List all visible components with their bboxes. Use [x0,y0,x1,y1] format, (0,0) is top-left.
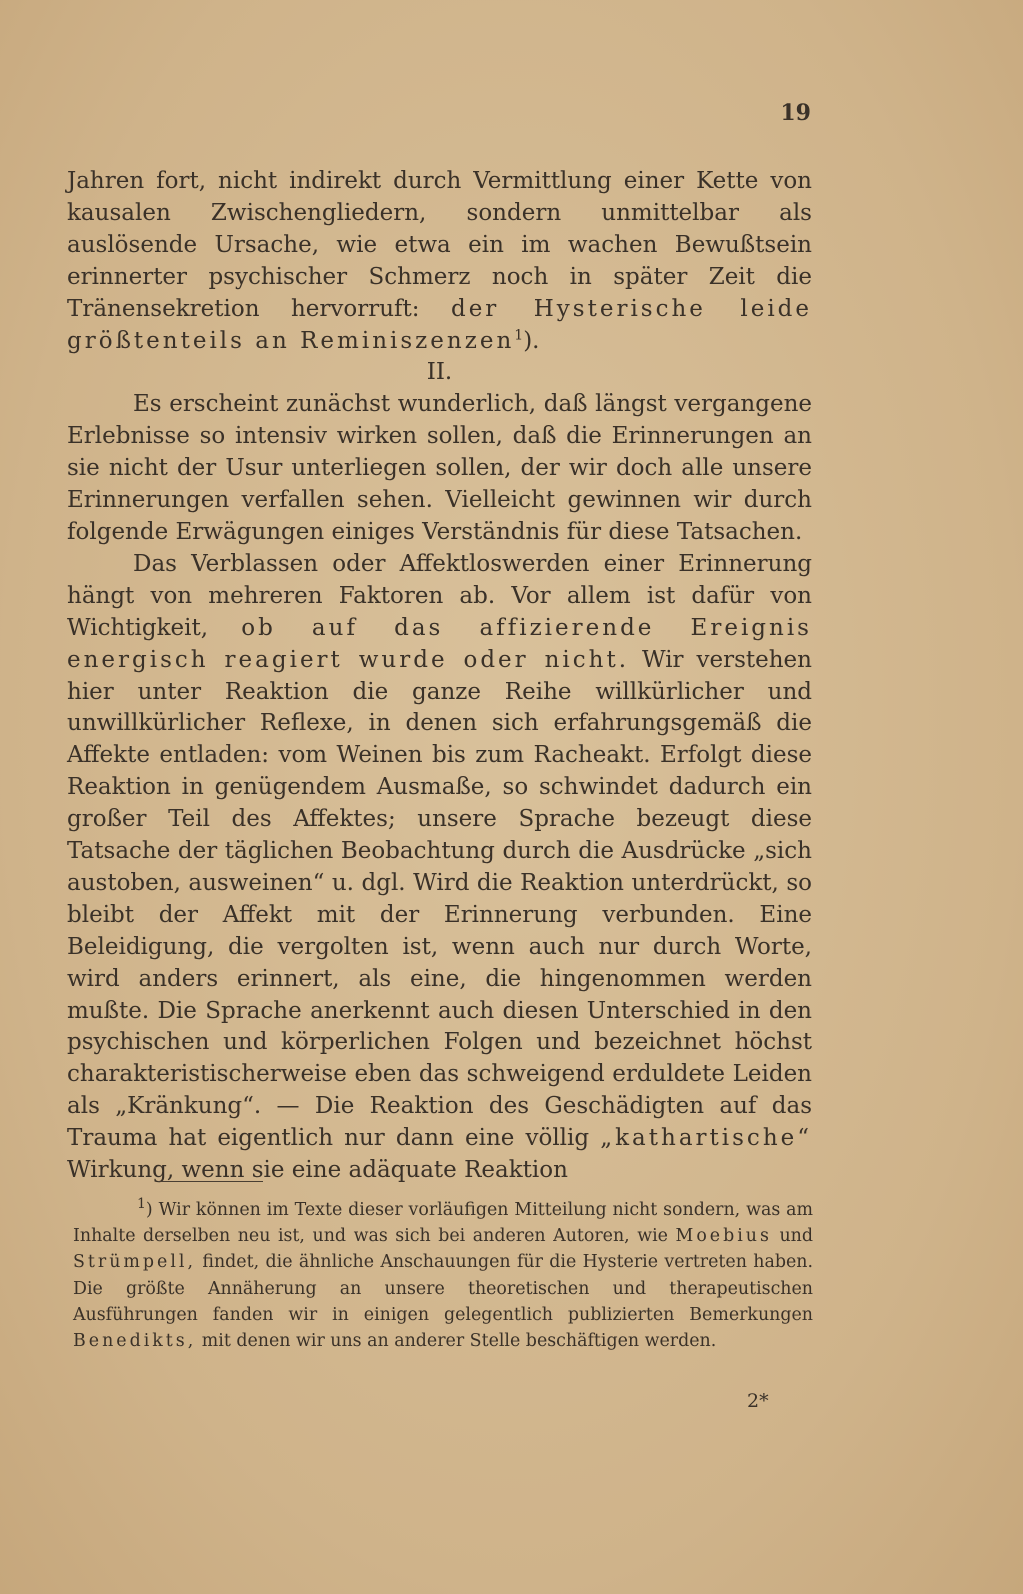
footnote [73,1197,813,1354]
main-text [67,166,812,1187]
footnote-name-moebius: Moebius [675,1226,772,1247]
footnote-text-c: findet, die ähnliche Anschauungen für die Hysterie vertreten haben. Die größte Annäherung an unsere theoretischen und therapeutischen Ausführungen fanden wir in einigen gelegentlich publizierten Bemerkungen [73,1252,813,1325]
paragraph-2 [67,549,812,1187]
paragraph-2-spaced-text: ob auf das affizierende Ereignis energisch reagiert wurde oder nicht. [67,614,812,673]
opening-spaced-text: der Hysterische leide größtenteils an Reminiszenzen [67,295,813,354]
footnote-text-a: ) Wir können im Texte dieser vorläufigen Mitteilung nicht sondern, was am Inhalte derselben neu ist, und was sich bei anderen Autoren, wie [73,1200,813,1247]
footnote-name-benedikt: Benedikts, [73,1331,197,1352]
opening-text: Jahren fort, nicht indirekt durch Vermittlung einer Kette von kausalen Zwischengliedern, sondern unmittelbar als auslösende Ursache, wie etwa ein im wachen Bewußtsein erinnerter psychischer Schmerz noch in später Zeit die Tränensekretion hervorruft: [67,168,812,322]
footnote-text-d: mit denen wir uns an anderer Stelle beschäftigen werden. [201,1331,717,1352]
footnote-text-b: und [779,1226,813,1247]
paragraph-2-text-c: Wirkung, wenn sie eine adäquate Reaktion [67,1157,568,1184]
signature-mark: 2* [747,1390,769,1412]
footnote-marker: 1 [137,1196,146,1213]
section-heading: II. [426,359,453,386]
footnote-reference: 1 [514,326,524,343]
paragraph-2-text-a: Das Verblassen oder Affektloswerden einer Erinnerung hängt von mehreren Faktoren ab. Vor allem ist dafür von Wichtigkeit, [67,550,812,641]
paragraph-2-text-b: Wir verstehen hier unter Reaktion die ganze Reihe willkürlicher und unwillkürlicher Reflexe, in denen sich erfahrungsgemäß die Affekte entladen: vom Weinen bis zum Racheakt. Erfolgt diese Reaktion in genügendem Ausmaße, so schwindet dadurch ein großer Teil des Affektes; unsere Sprache bezeugt diese Tatsache der täglichen Beobachtung durch die Ausdrücke „sich austoben, ausweinen“ u. dgl. Wird die Reaktion unterdrückt, so bleibt der Affekt mit der Erinnerung verbunden. Eine Beleidigung, die vergolten ist, wenn auch nur durch Worte, wird anders erinnert, als eine, die hingenommen werden mußte. Die Sprache anerkennt auch diesen Unterschied in den psychischen und körperlichen Folgen und bezeichnet höchst charakteristischerweise eben das schweigend erduldete Leiden als „Kränkung“. — Die Reaktion des Geschädigten auf das Trauma hat eigentlich nur dann eine völlig [67,646,812,1152]
opening-paragraph [67,166,812,357]
footnote-name-struempell: Strümpell, [73,1252,196,1273]
footnote-paragraph [73,1197,813,1354]
opening-end: ). [523,327,540,354]
page-number: 19 [780,100,811,126]
footnote-divider [158,1181,263,1182]
paragraph-1: Es erscheint zunächst wunderlich, daß längst vergangene Erlebnisse so intensiv wirken sollen, daß die Erinnerungen an sie nicht der Usur unterliegen sollen, der wir doch alle unsere Erinnerungen verfallen sehen. Vielleicht gewinnen wir durch folgende Erwägungen einiges Verständnis für diese Tatsachen. [67,391,812,545]
paragraph-2-spaced-text-2: „kathartische“ [600,1125,812,1152]
